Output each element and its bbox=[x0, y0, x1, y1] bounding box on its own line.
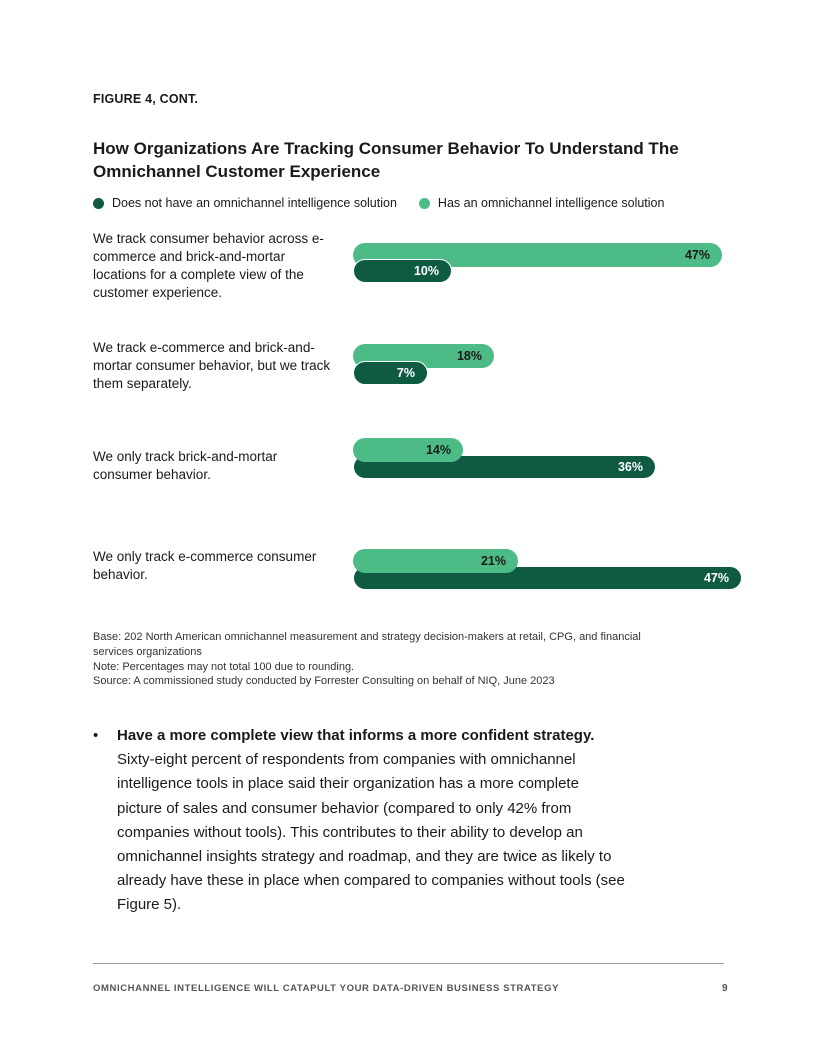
bullet-heading: Have a more complete view that informs a more confident strategy. bbox=[117, 727, 595, 744]
legend-label-has-solution: Has an omnichannel intelligence solution bbox=[437, 196, 665, 210]
bar-label-no-solution-3: 36% bbox=[617, 460, 643, 474]
chart-legend bbox=[93, 196, 686, 210]
notes-source: Source: A commissioned study conducted by Forrester Consulting on behalf of NIQ, June 2023 bbox=[93, 675, 555, 688]
chart-notes bbox=[93, 630, 653, 689]
footer-divider bbox=[93, 963, 724, 964]
bar-label-no-solution-1: 10% bbox=[413, 264, 439, 278]
category-label-4: We only track e-commerce consumer behavior. bbox=[93, 549, 317, 582]
bar-no-solution-2 bbox=[353, 361, 428, 385]
category-label-1: We track consumer behavior across e-commerce and brick-and-mortar locations for a complete view of the customer experience. bbox=[93, 231, 324, 300]
legend-dot-light bbox=[419, 198, 430, 209]
legend-label-no-solution: Does not have an omnichannel intelligence solution bbox=[112, 196, 397, 210]
notes-base: Base: 202 North American omnichannel measurement and strategy decision-makers at retail, CPG, and financial services organizations bbox=[93, 631, 641, 658]
footer-title: OMNICHANNEL INTELLIGENCE WILL CATAPULT YOUR DATA-DRIVEN BUSINESS STRATEGY bbox=[93, 983, 560, 994]
legend-dot-dark bbox=[93, 198, 104, 209]
bullet-item bbox=[93, 724, 633, 918]
bar-label-has-solution-4: 21% bbox=[480, 554, 506, 568]
category-label-2: We track e-commerce and brick-and-mortar consumer behavior, but we track them separately. bbox=[93, 340, 331, 391]
bar-has-solution-3 bbox=[353, 438, 463, 462]
category-label-3: We only track brick-and-mortar consumer behavior. bbox=[93, 449, 278, 482]
chart-title: How Organizations Are Tracking Consumer Behavior To Understand The Omnichannel Customer Experience bbox=[93, 139, 679, 181]
bar-label-no-solution-2: 7% bbox=[396, 366, 415, 380]
bullet-body: Sixty-eight percent of respondents from companies with omnichannel intelligence tools in place said their organization has a more complete picture of sales and consumer behavior (compared to only 42% from companies without tools). This contributes to their ability to develop an omnichannel insights strategy and roadmap, and they are twice as likely to already have these in place when compared to companies without tools (see Figure 5). bbox=[117, 751, 625, 914]
legend-item-has-solution bbox=[419, 196, 665, 210]
bar-label-no-solution-4: 47% bbox=[703, 571, 729, 585]
legend-item-no-solution bbox=[93, 196, 397, 210]
bar-label-has-solution-2: 18% bbox=[456, 349, 482, 363]
bar-has-solution-4 bbox=[353, 549, 518, 573]
figure-label: FIGURE 4, CONT. bbox=[93, 92, 199, 106]
bar-label-has-solution-3: 14% bbox=[425, 443, 451, 457]
page-number: 9 bbox=[722, 983, 728, 994]
bar-no-solution-1 bbox=[353, 259, 452, 283]
bar-label-has-solution-1: 47% bbox=[684, 248, 710, 262]
bullet-marker: • bbox=[93, 727, 99, 744]
bullet-text bbox=[117, 724, 627, 918]
notes-note: Note: Percentages may not total 100 due to rounding. bbox=[93, 660, 355, 673]
